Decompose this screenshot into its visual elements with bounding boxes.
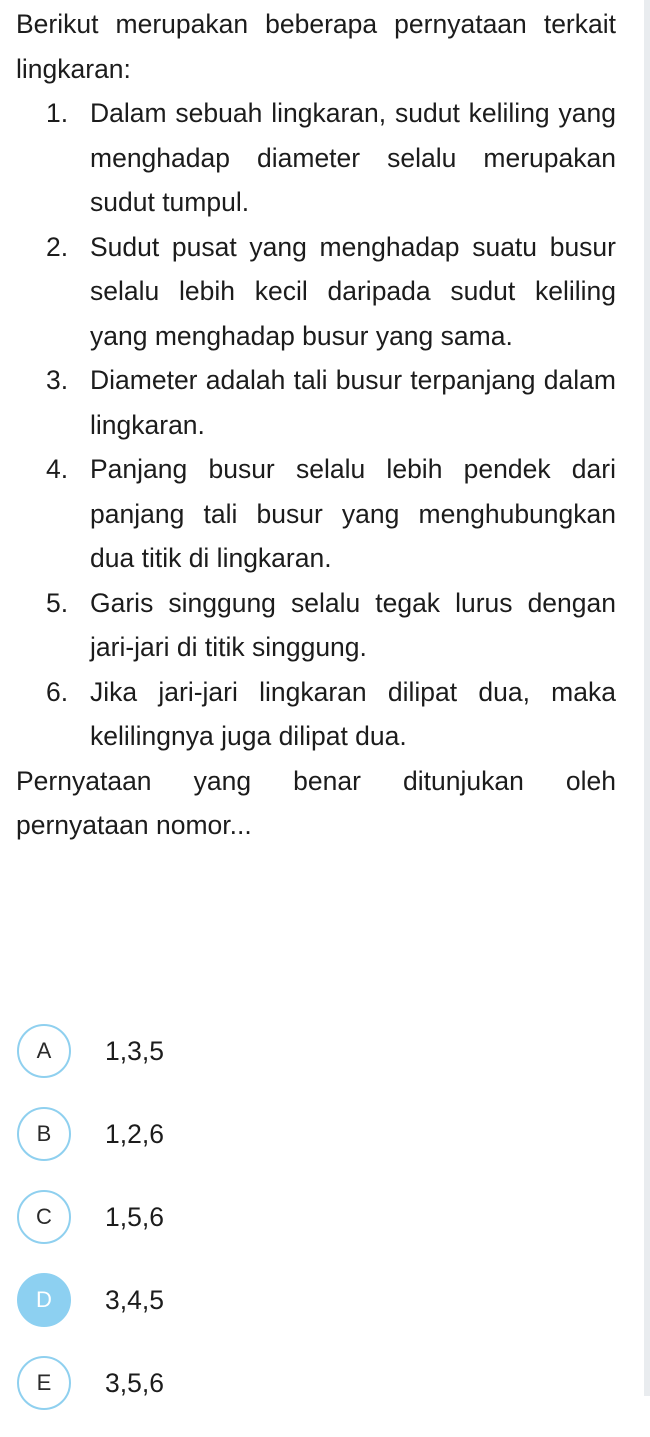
statement-text: Panjang busur selalu lebih pendek dari panjang tali busur yang menghubungkan dua titik di lingkaran. — [90, 454, 616, 573]
statement-text: Jika jari-jari lingkaran dilipat dua, maka kelilingnya juga dilipat dua. — [90, 676, 616, 751]
statement-item-6 — [16, 670, 616, 759]
statement-text: Garis singgung selalu tegak lurus dengan jari-jari di titik singgung. — [90, 587, 616, 662]
statement-number: 3. — [46, 365, 69, 395]
option-a[interactable] — [17, 1022, 417, 1080]
option-value[interactable]: 1,2,6 — [105, 1118, 164, 1149]
intro-text: Berikut merupakan beberapa pernyataan terkait lingkaran: — [16, 9, 616, 84]
scroll-edge — [644, 0, 650, 1396]
statement-number: 5. — [46, 587, 69, 618]
statement-text: Diameter adalah tali busur terpanjang dalam lingkaran. — [90, 365, 616, 440]
statement-item-3 — [16, 358, 616, 447]
option-letter-badge[interactable]: B — [17, 1107, 71, 1161]
option-letter-badge[interactable]: D — [17, 1273, 71, 1327]
option-value[interactable]: 3,5,6 — [105, 1367, 164, 1398]
option-letter-badge[interactable]: E — [17, 1356, 71, 1410]
statement-item-1 — [16, 91, 616, 225]
statement-number: 6. — [46, 676, 69, 707]
option-letter-badge[interactable]: A — [17, 1024, 71, 1078]
question-text: Pernyataan yang benar ditunjukan oleh pernyataan nomor... — [16, 765, 616, 840]
option-b[interactable] — [17, 1105, 417, 1163]
option-value[interactable]: 3,4,5 — [105, 1284, 164, 1315]
statement-list — [16, 91, 616, 759]
option-d[interactable] — [17, 1271, 417, 1329]
statement-number: 1. — [46, 98, 69, 128]
statement-text: Sudut pusat yang menghadap suatu busur selalu lebih kecil daripada sudut keliling yang menghadap busur yang sama. — [90, 231, 616, 351]
statement-number: 2. — [46, 231, 69, 262]
option-value[interactable]: 1,5,6 — [105, 1201, 164, 1232]
option-letter-badge[interactable]: C — [17, 1190, 71, 1244]
question-content — [16, 2, 616, 848]
answer-options — [17, 1022, 417, 1437]
option-e[interactable] — [17, 1354, 417, 1412]
statement-item-4 — [16, 447, 616, 581]
option-value[interactable]: 1,3,5 — [105, 1035, 164, 1066]
statement-number: 4. — [46, 454, 69, 484]
option-c[interactable] — [17, 1188, 417, 1246]
statement-item-2 — [16, 225, 616, 359]
statement-text: Dalam sebuah lingkaran, sudut keliling yang menghadap diameter selalu merupakan sudut tumpul. — [90, 98, 616, 217]
statement-item-5 — [16, 581, 616, 670]
